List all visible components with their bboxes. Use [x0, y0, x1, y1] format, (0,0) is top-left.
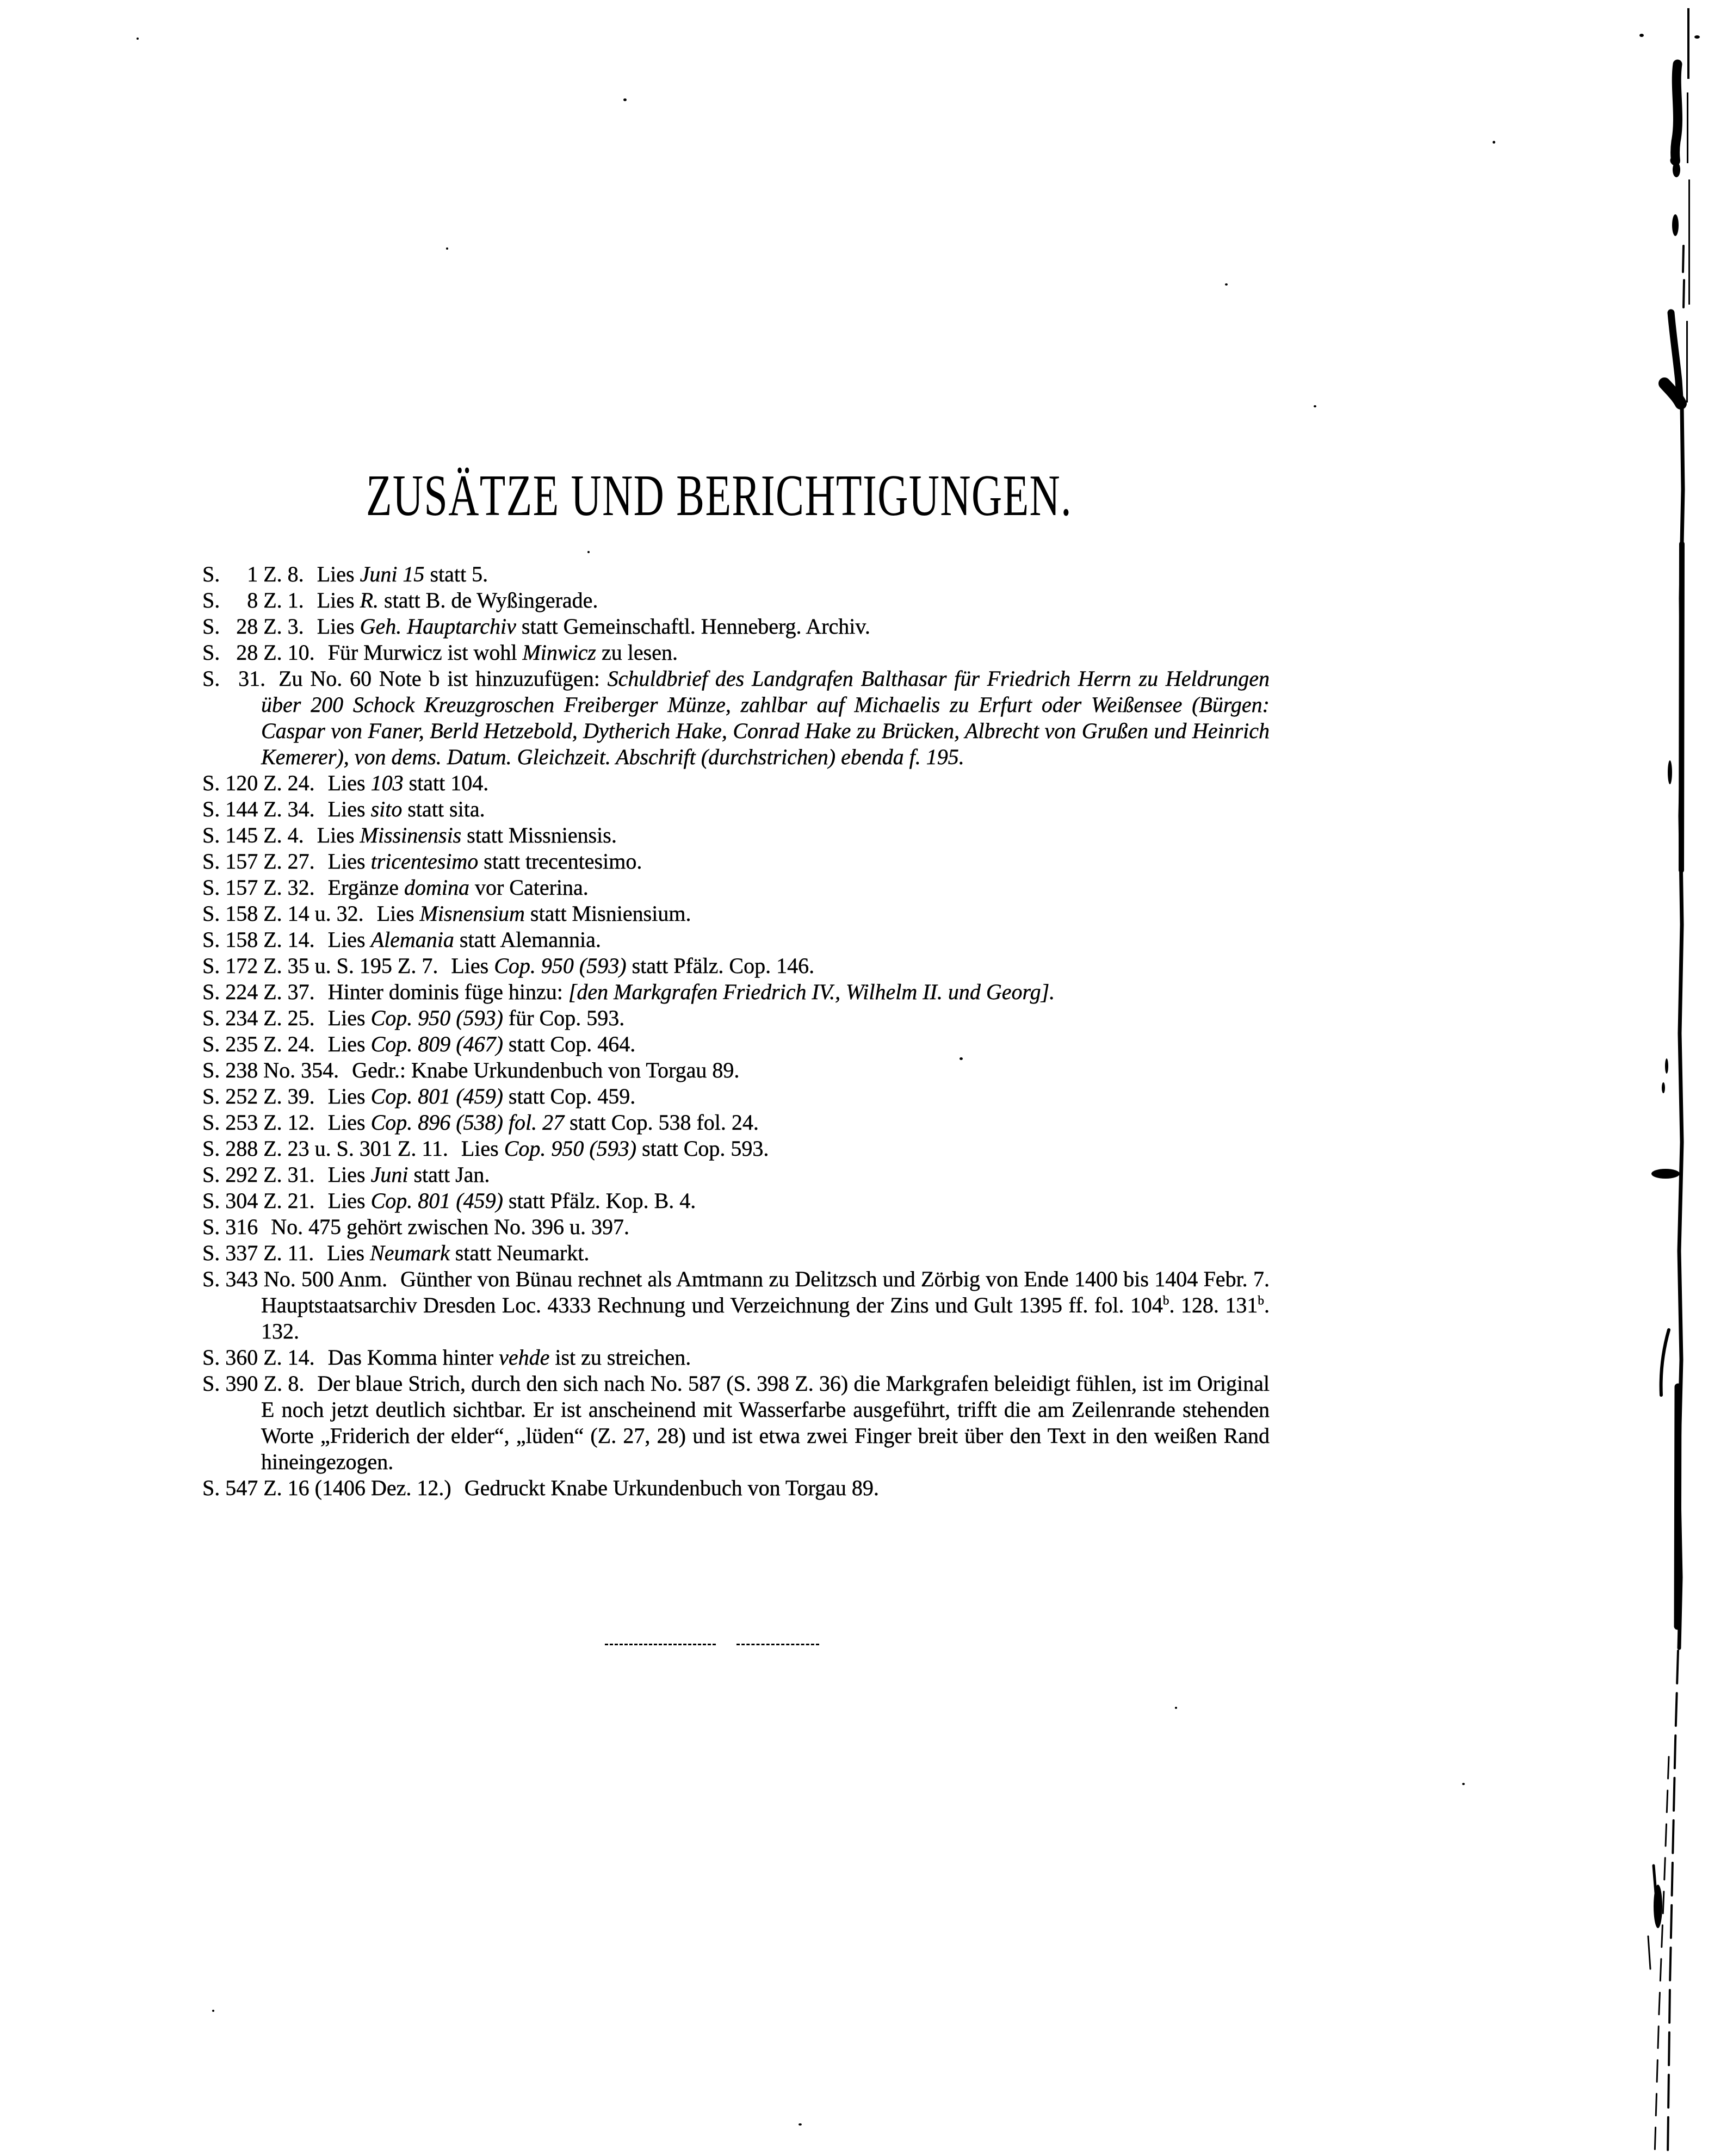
list-item — [202, 587, 1270, 614]
list-item — [202, 640, 1270, 666]
list-item — [202, 927, 1270, 953]
entry-text: Lies — [317, 823, 360, 847]
entry-text: statt 5. — [424, 562, 488, 586]
entry-page-line-ref: S. 252 Z. 39. — [202, 1084, 315, 1108]
entry-text: Lies — [327, 1241, 370, 1265]
scan-speck — [446, 247, 448, 250]
entry-page-line-ref: S. 145 Z. 4. — [202, 823, 304, 847]
entry-text: No. 475 gehört zwischen No. 396 u. 397. — [271, 1215, 630, 1239]
entry-correction-italic: Alemania — [370, 927, 454, 952]
list-item — [202, 770, 1270, 796]
entry-text: statt trecentesimo. — [478, 849, 642, 873]
entry-page-line-ref: S. 304 Z. 21. — [202, 1188, 315, 1213]
entry-correction-italic: Cop. 896 (538) fol. 27 — [370, 1110, 565, 1135]
list-item — [202, 1083, 1270, 1110]
entry-page-line-ref: S. 390 Z. 8. — [202, 1371, 305, 1396]
entry-text: Der blaue Strich, durch den sich nach No. 587 (S. 398 Z. 36) die Markgrafen beleidigt fühlen, ist im Original E noch jetzt deutlich sichtbar. Er ist anscheinend mit Wasserfarbe ausgeführt, trifft die am Zeilenrande stehenden Worte „Friderich der elder“, „lüden“ (Z. 27, 28) und ist etwa zwei Finger breit über den Text in den weißen Rand hineingezogen. — [261, 1371, 1270, 1474]
scan-dashed-line-artifact — [736, 1644, 819, 1645]
entry-page-line-ref: S. 28 Z. 3. — [202, 614, 304, 639]
list-item — [202, 822, 1270, 848]
entry-page-line-ref: S. 1 Z. 8. — [202, 562, 304, 586]
list-item — [202, 1005, 1270, 1031]
entry-superscript: b — [1162, 1293, 1169, 1308]
entry-text: statt B. de Wyßingerade. — [379, 588, 598, 612]
corrections-list — [202, 561, 1270, 1501]
entry-correction-italic: Cop. 801 (459) — [370, 1188, 503, 1213]
entry-correction-italic: tricentesimo — [370, 849, 479, 873]
entry-correction-italic: 103 — [370, 771, 404, 795]
entry-text: für Cop. 593. — [503, 1006, 625, 1030]
entry-page-line-ref: S. 316 — [202, 1215, 258, 1239]
entry-page-line-ref: S. 288 Z. 23 u. S. 301 Z. 11. — [202, 1136, 448, 1161]
entry-page-line-ref: S. 224 Z. 37. — [202, 980, 315, 1004]
entry-page-line-ref: S. 547 Z. 16 (1406 Dez. 12.) — [202, 1476, 451, 1500]
entry-text: Gedr.: Knabe Urkundenbuch von Torgau 89. — [352, 1058, 740, 1082]
entry-text: Lies — [317, 588, 360, 612]
entry-text: statt Jan. — [408, 1162, 490, 1187]
list-item — [202, 1240, 1270, 1266]
entry-superscript: b — [1258, 1293, 1264, 1308]
list-item — [202, 561, 1270, 587]
entry-text: Das Komma hinter — [327, 1345, 499, 1370]
entry-text: statt Missniensis. — [461, 823, 617, 847]
entry-text: Lies — [327, 797, 371, 821]
list-item — [202, 1057, 1270, 1083]
scan-speck — [587, 551, 590, 553]
entry-page-line-ref: S. 31. — [202, 666, 266, 691]
entry-text: Lies — [317, 562, 360, 586]
entry-text: statt sita. — [402, 797, 485, 821]
entry-text: Für Murwicz ist wohl — [327, 640, 523, 665]
entry-text: statt 104. — [403, 771, 489, 795]
entry-page-line-ref: S. 292 Z. 31. — [202, 1162, 315, 1187]
entry-page-line-ref: S. 235 Z. 24. — [202, 1032, 315, 1056]
entry-text: Lies — [327, 849, 371, 873]
entry-correction-italic: Juni 15 — [360, 562, 425, 586]
entry-page-line-ref: S. 28 Z. 10. — [202, 640, 315, 665]
entry-page-line-ref: S. 144 Z. 34. — [202, 797, 315, 821]
list-item — [202, 1162, 1270, 1188]
list-item — [202, 875, 1270, 901]
scan-speck — [1462, 1783, 1465, 1785]
entry-text: Lies — [327, 1188, 371, 1213]
entry-text: Lies — [376, 901, 420, 926]
entry-text: Lies — [327, 1084, 371, 1108]
scan-dashed-line-artifact — [605, 1644, 716, 1645]
entry-text: statt Pfälz. Kop. B. 4. — [503, 1188, 696, 1213]
list-item — [202, 796, 1270, 822]
entry-text: ist zu streichen. — [549, 1345, 691, 1370]
entry-page-line-ref: S. 337 Z. 11. — [202, 1241, 314, 1265]
entry-page-line-ref: S. 157 Z. 27. — [202, 849, 315, 873]
entry-text: statt Cop. 593. — [636, 1136, 769, 1161]
entry-page-line-ref: S. 120 Z. 24. — [202, 771, 315, 795]
scan-speck — [799, 2123, 802, 2126]
entry-text: vor Caterina. — [469, 875, 589, 900]
list-item — [202, 979, 1270, 1005]
entry-correction-italic: Cop. 801 (459) — [370, 1084, 503, 1108]
entry-page-line-ref: S. 8 Z. 1. — [202, 588, 304, 612]
list-item — [202, 953, 1270, 979]
scan-speck — [1225, 283, 1228, 286]
scan-speck — [1314, 405, 1316, 407]
scan-speck — [137, 38, 139, 40]
page-title: ZUSÄTZE UND BERICHTIGUNGEN. — [366, 463, 1073, 528]
entry-text: . 132. — [261, 1293, 1270, 1343]
scan-speck — [960, 1057, 963, 1060]
entry-page-line-ref: S. 234 Z. 25. — [202, 1006, 315, 1030]
entry-text: statt Cop. 464. — [503, 1032, 636, 1056]
entry-text: statt Pfälz. Cop. 146. — [626, 953, 815, 978]
entry-correction-italic: [den Markgrafen Friedrich IV., Wilhelm II. und Georg]. — [568, 980, 1055, 1004]
entry-correction-italic: Geh. Hauptarchiv — [360, 614, 516, 639]
list-item — [202, 1110, 1270, 1136]
entry-text: statt Alemannia. — [454, 927, 601, 952]
entry-correction-italic: Cop. 950 (593) — [370, 1006, 503, 1030]
entry-correction-italic: R. — [360, 588, 379, 612]
scan-speck — [1493, 141, 1495, 144]
entry-correction-italic: Missinensis — [360, 823, 462, 847]
list-item — [202, 1031, 1270, 1057]
entry-text: Ergänze — [327, 875, 404, 900]
entry-text: Hinter dominis füge hinzu: — [327, 980, 568, 1004]
entry-page-line-ref: S. 158 Z. 14 u. 32. — [202, 901, 364, 926]
entry-correction-italic: Juni — [370, 1162, 409, 1187]
entry-text: Günther von Bünau rechnet als Amtmann zu Delitzsch und Zörbig von Ende 1400 bis 1404 Febr. 7. Hauptstaatsarchiv Dresden Loc. 4333 Rechnung und Verzeichnung der Zins und Gult 1395 ff. fol. 104 — [261, 1267, 1270, 1317]
entry-text: Lies — [327, 1032, 371, 1056]
entry-correction-italic: sito — [370, 797, 403, 821]
entry-text: zu lesen. — [596, 640, 678, 665]
entry-page-line-ref: S. 158 Z. 14. — [202, 927, 315, 952]
entry-text: . 128. 131 — [1169, 1293, 1258, 1317]
entry-text: Lies — [461, 1136, 504, 1161]
list-item — [202, 848, 1270, 875]
list-item — [202, 901, 1270, 927]
list-item — [202, 666, 1270, 770]
scan-speck — [1175, 1707, 1177, 1709]
list-item — [202, 1345, 1270, 1371]
entry-correction-italic: Neumark — [370, 1241, 450, 1265]
entry-page-line-ref: S. 157 Z. 32. — [202, 875, 315, 900]
entry-correction-italic: domina — [404, 875, 469, 900]
entry-page-line-ref: S. 172 Z. 35 u. S. 195 Z. 7. — [202, 953, 438, 978]
list-item — [202, 1371, 1270, 1475]
entry-text: Lies — [451, 953, 494, 978]
entry-correction-italic: vehde — [499, 1345, 550, 1370]
scan-speck — [623, 98, 627, 101]
list-item — [202, 1188, 1270, 1214]
entry-text: statt Gemeinschaftl. Henneberg. Archiv. — [516, 614, 870, 639]
entry-text: statt Cop. 459. — [503, 1084, 636, 1108]
list-item — [202, 1266, 1270, 1345]
list-item — [202, 614, 1270, 640]
entry-correction-italic: Cop. 950 (593) — [494, 953, 627, 978]
entry-correction-italic: Cop. 809 (467) — [370, 1032, 503, 1056]
entry-page-line-ref: S. 253 Z. 12. — [202, 1110, 315, 1135]
entry-page-line-ref: S. 343 No. 500 Anm. — [202, 1267, 388, 1291]
entry-correction-italic: Schuldbrief des Landgrafen Balthasar für Friedrich Herrn zu Heldrungen über 200 Schock Kreuzgroschen Freiberger Münze, zahlbar auf Michaelis zu Erfurt oder Weißensee (Bürgen: Caspar von Faner, Berld Hetzebold, Dytherich Hake, Conrad Hake zu Brücken, Albrecht von Grußen und Heinrich Kemerer), von dems. Datum. Gleichzeit. Abschrift (durchstrichen) ebenda f. 195. — [261, 666, 1270, 769]
entry-correction-italic: Misnensium — [419, 901, 525, 926]
list-item — [202, 1136, 1270, 1162]
entry-correction-italic: Minwicz — [522, 640, 596, 665]
entry-text: Lies — [317, 614, 360, 639]
entry-text: Lies — [327, 771, 371, 795]
entry-text: Lies — [327, 1110, 371, 1135]
entry-text: Zu No. 60 Note b ist hinzuzufügen: — [278, 666, 608, 691]
entry-text: statt Misniensium. — [524, 901, 691, 926]
scan-speck — [212, 2010, 214, 2012]
entry-page-line-ref: S. 238 No. 354. — [202, 1058, 339, 1082]
entry-text: Lies — [327, 927, 371, 952]
entry-correction-italic: Cop. 950 (593) — [504, 1136, 637, 1161]
entry-text: Lies — [327, 1006, 371, 1030]
scan-binding-artifact — [1621, 0, 1733, 2156]
entry-page-line-ref: S. 360 Z. 14. — [202, 1345, 315, 1370]
entry-text: statt Neumarkt. — [449, 1241, 590, 1265]
list-item — [202, 1214, 1270, 1240]
entry-text: statt Cop. 538 fol. 24. — [564, 1110, 759, 1135]
entry-text: Gedruckt Knabe Urkundenbuch von Torgau 89. — [464, 1476, 879, 1500]
entry-text: Lies — [327, 1162, 371, 1187]
list-item — [202, 1475, 1270, 1501]
